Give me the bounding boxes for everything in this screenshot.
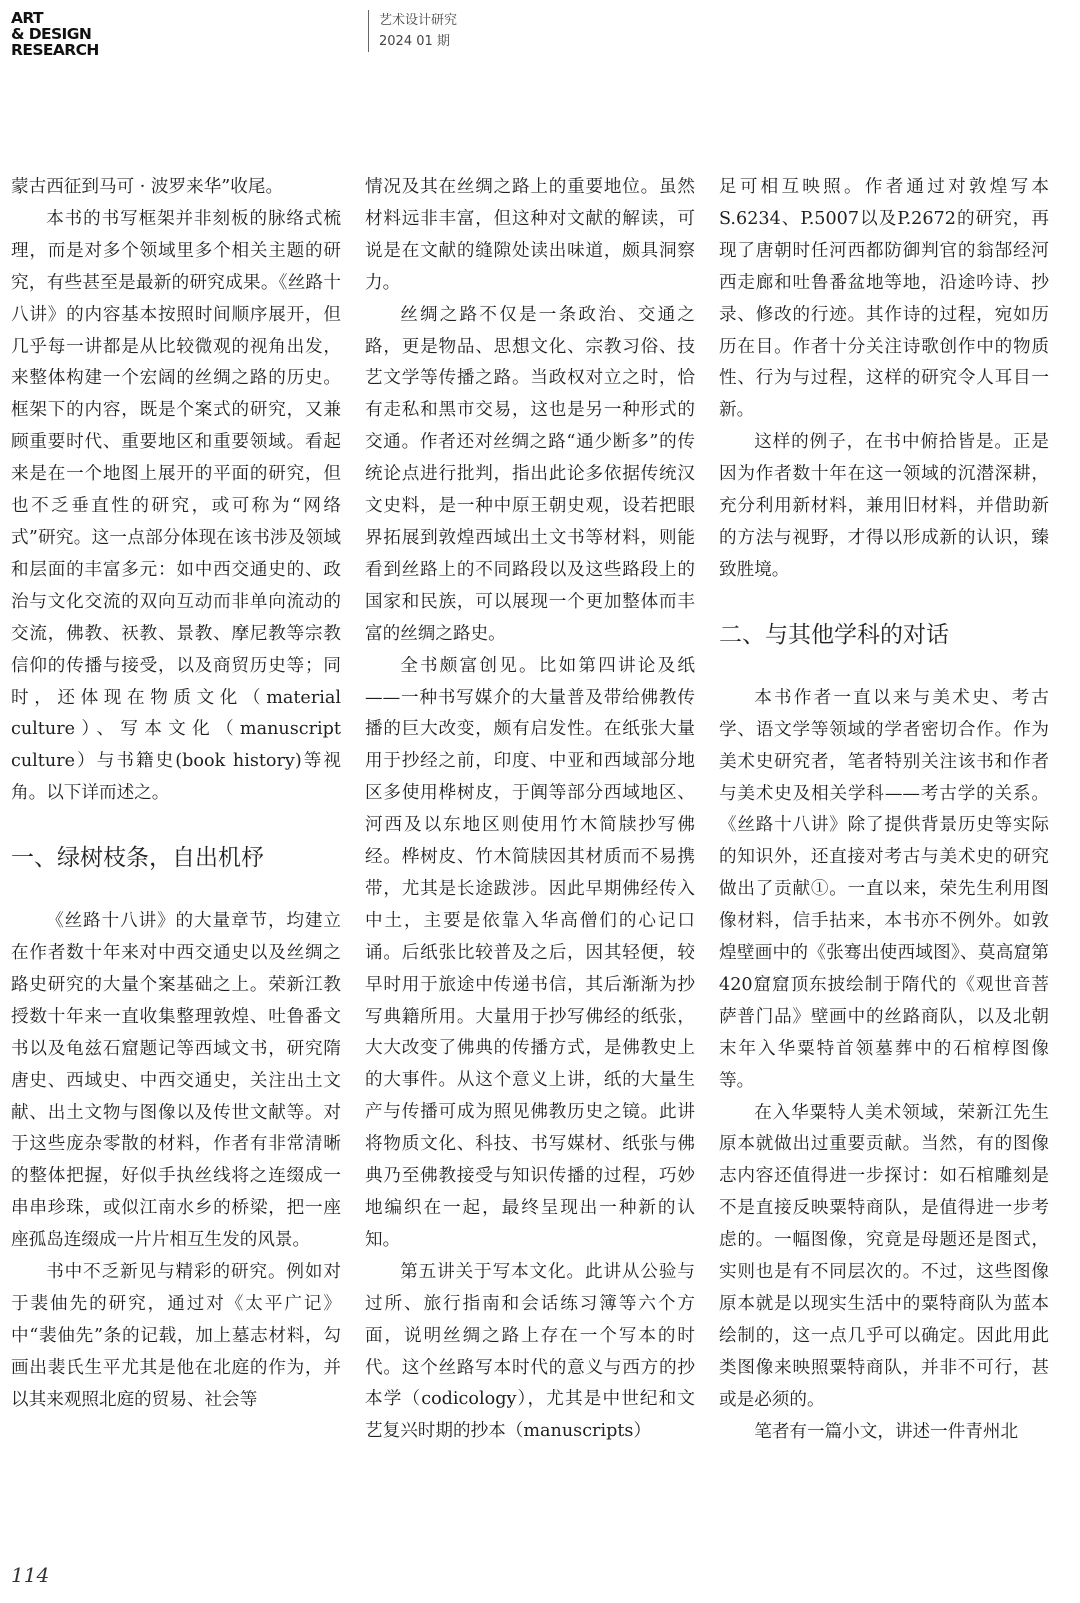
paragraph: 笔者有一篇小文，讲述一件青州北 — [754, 1421, 1019, 1442]
paragraph: 丝绸之路不仅是一条政治、交通之路，更是物品、思想文化、宗教习俗、技艺文学等传播之路。当政权对立之时，恰有走私和黑市交易，这也是另一种形式的交通。作者还对丝绸之路“通少断多”的传统论点进行批判，指出此论多依据传统汉文史料，是一种中原王朝史观，设若把眼界拓展到敦煌西域出土文书等材料，则能看到丝路上的不同路段以及这些路段上的国家和民族，可以展现一个更加整体而丰富的丝绸之路史。 — [365, 304, 695, 644]
paragraph: 《丝路十八讲》的大量章节，均建立在作者数十年来对中西交通史以及丝绸之路史研究的大量个案基础之上。荣新江教授数十年来一直收集整理敦煌、吐鲁番文书以及龟兹石窟题记等西域文书，研究隋唐史、西域史、中西交通史，关注出土文献、出土文物与图像以及传世文献等。对于这些庞杂零散的材料，作者有非常清晰的整体把握，好似手执丝线将之连缀成一串串珍珠，或似江南水乡的桥梁，把一座座孤岛连缀成一片片相互生发的风景。 — [11, 911, 341, 1251]
paragraph: 足可相互映照。作者通过对敦煌写本S.6234、P.5007以及P.2672的研究，再现了唐朝时任河西都防御判官的翁郜经河西走廊和吐鲁番盆地等地，沿途吟诗、抄录、修改的行迹。其作诗的过程，宛如历历在目。作者十分关注诗歌创作中的物质性、行为与过程，这样的研究令人耳目一新。 — [719, 177, 1049, 421]
paragraph: 情况及其在丝绸之路上的重要地位。虽然材料远非丰富，但这种对文献的解读，可说是在文献的缝隙处读出味道，颇具洞察力。 — [365, 177, 695, 293]
logo-line-1: ART — [11, 9, 44, 27]
logo-line-3: RESEARCH — [11, 41, 99, 59]
paragraph: 全书颇富创见。比如第四讲论及纸——一种书写媒介的大量普及带给佛教传播的巨大改变，颇有启发性。在纸张大量用于抄经之前，印度、中亚和西域部分地区多使用桦树皮，于阗等部分西域地区、河西及以东地区则使用竹木简牍抄写佛经。桦树皮、竹木简牍因其材质而不易携带，尤其是长途跋涉。因此早期佛经传入中土，主要是依靠入华高僧们的心记口诵。后纸张比较普及之后，因其轻便，较早时用于旅途中传递书信，其后渐渐为抄写典籍所用。大量用于抄写佛经的纸张，大大改变了佛典的传播方式，是佛教史上的大事件。从这个意义上讲，纸的大量生产与传播可成为照见佛教历史之镜。此讲将物质文化、科技、书写媒材、纸张与佛典乃至佛教接受与知识传播的过程，巧妙地编织在一起，最终呈现出一种新的认知。 — [365, 655, 695, 1250]
paragraph: 本书作者一直以来与美术史、考古学、语文学等领域的学者密切合作。作为美术史研究者，笔者特别关注该书和作者与美术史及相关学科——考古学的关系。《丝路十八讲》除了提供背景历史等实际的知识外，还直接对考古与美术史的研究做出了贡献①。一直以来，荣先生利用图像材料，信手拈来，本书亦不例外。如敦煌壁画中的《张骞出使西域图》、莫高窟第420窟窟顶东披绘制于隋代的《观世音菩萨普门品》壁画中的丝路商队，以及北朝末年入华粟特首领墓葬中的石棺椁图像等。 — [719, 687, 1049, 1091]
paragraph: 在入华粟特人美术领域，荣新江先生原本就做出过重要贡献。当然，有的图像志内容还值得进一步探讨：如石棺雕刻是不是直接反映粟特商队，是值得进一步考虑的。一幅图像，究竟是母题还是图式，实则也是有不同层次的。不过，这些图像原本就是以现实生活中的粟特商队为蓝本绘制的，这一点几乎可以确定。因此用此类图像来映照粟特商队，并非不可行，甚或是必须的。 — [719, 1102, 1049, 1410]
page-number: 114 — [11, 1563, 50, 1587]
section-heading-1: 一、绿树枝条，自出机杼 — [11, 845, 264, 872]
section-heading-2: 二、与其他学科的对话 — [719, 621, 949, 648]
paragraph: 本书的书写框架并非刻板的脉络式梳理，而是对多个领域里多个相关主题的研究，有些甚至是最新的研究成果。《丝路十八讲》的内容基本按照时间顺序展开，但几乎每一讲都是从比较微观的视角出发，来整体构建一个宏阔的丝绸之路的历史。框架下的内容，既是个案式的研究，又兼顾重要时代、重要地区和重要领域。看起来是在一个地图上展开的平面的研究，但也不乏垂直性的研究，或可称为“网络式”研究。这一点部分体现在该书涉及领域和层面的丰富多元：如中西交通史的、政治与文化交流的双向互动而非单向流动的交流，佛教、祆教、景教、摩尼教等宗教信仰的传播与接受，以及商贸历史等；同时，还体现在物质文化（material culture）、写本文化（manuscript culture）与书籍史(book history)等视角。以下详而述之。 — [11, 208, 341, 804]
journal-logo — [11, 10, 121, 58]
text-column-3 — [719, 172, 1049, 1449]
journal-name: 艺术设计研究 — [379, 13, 458, 28]
issue-label: 2024 01 期 — [379, 34, 450, 49]
paragraph: 书中不乏新见与精彩的研究。例如对于裴伷先的研究，通过对《太平广记》中“裴伷先”条的记载，加上墓志材料，勾画出裴氏生平尤其是他在北庭的作为，并以其来观照北庭的贸易、社会等 — [11, 1262, 341, 1410]
paragraph: 这样的例子，在书中俯拾皆是。正是因为作者数十年在这一领域的沉潜深耕，充分利用新材料，兼用旧材料，并借助新的方法与视野，才得以形成新的认识，臻致胜境。 — [719, 432, 1049, 580]
running-header — [368, 10, 457, 52]
text-column-1 — [11, 172, 341, 1417]
logo-line-2: & DESIGN — [11, 25, 92, 43]
paragraph: 蒙古西征到马可 · 波罗来华”收尾。 — [11, 177, 284, 197]
paragraph: 第五讲关于写本文化。此讲从公验与过所、旅行指南和会话练习簿等六个方面，说明丝绸之路上存在一个写本的时代。这个丝路写本时代的意义与西方的抄本学（codicology），尤其是中世纪和文艺复兴时期的抄本（manuscripts） — [365, 1261, 695, 1442]
text-column-2 — [365, 172, 695, 1448]
